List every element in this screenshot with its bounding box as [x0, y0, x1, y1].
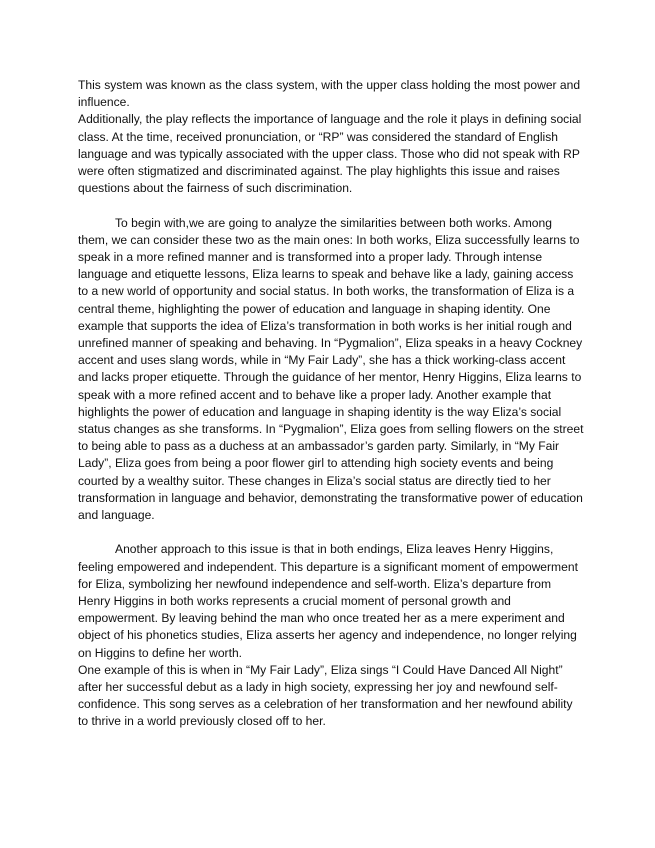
paragraph-spacer [78, 197, 584, 214]
paragraph-similarities: To begin with,we are going to analyze the similarities between both works. Among them, we can consider these two as the main ones: In both works, Eliza successfully learns to speak in a more refined manner and is transformed into a proper lady. Through intense language and etiquette lessons, Eliza learns to speak and behave like a lady, gaining access to a new world of opportunity and social status. In both works, the transformation of Eliza is a central theme, highlighting the power of education and language in shaping identity. One example that supports the idea of Eliza’s transformation in both works is her initial rough and unrefined manner of speaking and behaving. In “Pygmalion”, Eliza speaks in a heavy Cockney accent and uses slang words, while in “My Fair Lady”, she has a thick working-class accent and lacks proper etiquette. Through the guidance of her mentor, Henry Higgins, Eliza learns to speak with a more refined accent and to behave like a proper lady. Another example that highlights the power of education and language in shaping identity is the way Eliza’s social status changes as she transforms. In “Pygmalion”, Eliza goes from selling flowers on the street to being able to pass as a duchess at an ambassador’s garden party. Similarly, in “My Fair Lady”, Eliza goes from being a poor flower girl to attending high society events and being courted by a wealthy suitor. These changes in Eliza’s social status are directly tied to her transformation in language and behavior, demonstrating the transformative power of education and language. [78, 215, 584, 523]
paragraph-endings: Another approach to this issue is that in both endings, Eliza leaves Henry Higgins, feeling empowered and independent. This departure is a significant moment of empowerment for Eliza, symbolizing her newfound independence and self-worth. Eliza’s departure from Henry Higgins in both works represents a crucial moment of personal growth and empowerment. By leaving behind the man who once treated her as a mere experiment and object of his phonetics studies, Eliza asserts her agency and independence, no longer relying on Higgins to define her worth. [78, 542, 578, 660]
paragraph-example-song: One example of this is when in “My Fair Lady”, Eliza sings “I Could Have Danced All Night” after her successful debut as a lady in high society, expressing her joy and newfound self-confidence. This song serves as a celebration of her transformation and her newfound ability to thrive in a world previously closed off to her. [78, 662, 573, 729]
document-page [78, 77, 584, 731]
paragraph-class-system: This system was known as the class system, with the upper class holding the most power and influence. [78, 78, 581, 110]
paragraph-spacer [78, 524, 584, 541]
paragraph-language-social-class: Additionally, the play reflects the importance of language and the role it plays in defining social class. At the time, received pronunciation, or “RP” was considered the standard of English language and was typically associated with the upper class. Those who did not speak with RP were often stigmatized and discriminated against. The play highlights this issue and raises questions about the fairness of such discrimination. [78, 112, 582, 196]
